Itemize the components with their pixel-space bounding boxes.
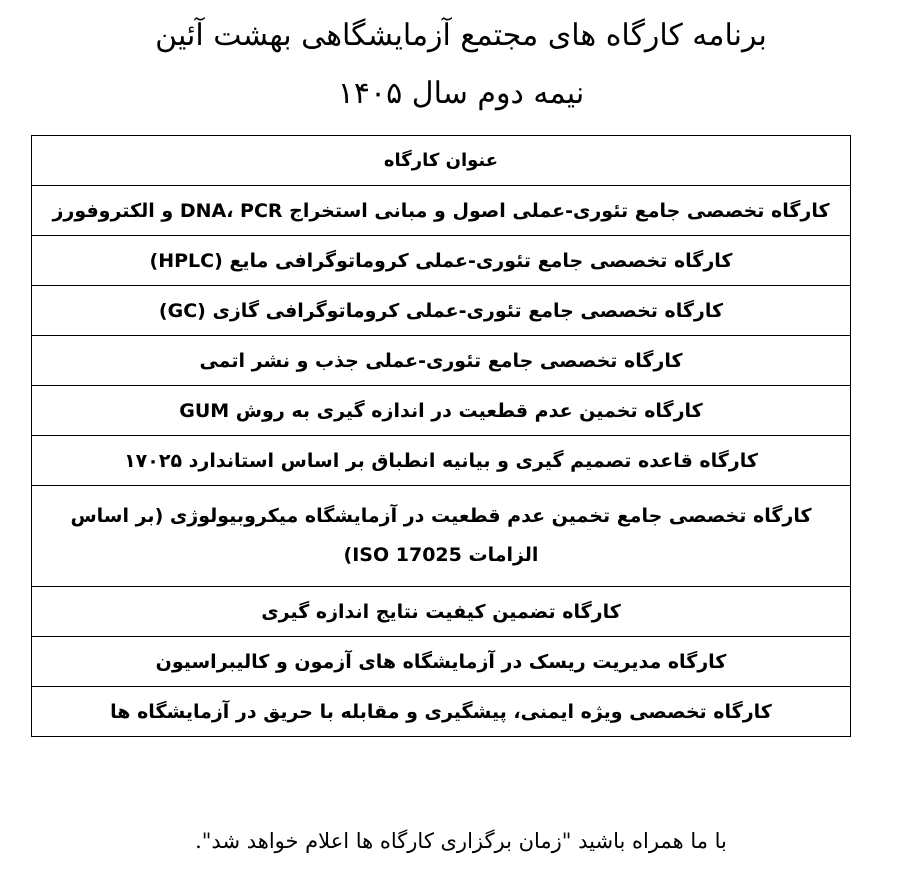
table-row [32,637,851,687]
document-subtitle: نیمه دوم سال ۱۴۰۵ [337,76,585,111]
workshop-title-cell: کارگاه تخصصی جامع تئوری-عملی اصول و مبانی استخراج DNA، PCR و الکتروفورز [32,186,851,236]
table-row [32,486,851,587]
workshop-title-cell: کارگاه تخصصی جامع تئوری-عملی کروماتوگرافی گازی (GC) [32,286,851,336]
workshops-table [31,135,851,737]
workshop-title-cell: کارگاه مدیریت ریسک در آزمایشگاه های آزمون و کالیبراسیون [32,637,851,687]
workshop-title-cell: کارگاه تخمین عدم قطعیت در اندازه گیری به روش GUM [32,386,851,436]
table-row [32,386,851,436]
table-row [32,286,851,336]
table-header-row [32,136,851,186]
table-row [32,336,851,386]
document-title: برنامه کارگاه های مجتمع آزمایشگاهی بهشت آئین [155,18,767,53]
table-row [32,587,851,637]
workshop-title-cell: کارگاه تخصصی جامع تخمین عدم قطعیت در آزمایشگاه میکروبیولوژی (بر اساس الزامات ISO 17025) [32,486,851,587]
workshop-title-cell: کارگاه تخصصی جامع تئوری-عملی جذب و نشر اتمی [32,336,851,386]
workshop-title-cell: کارگاه تضمین کیفیت نتایج اندازه گیری [32,587,851,637]
table-row [32,236,851,286]
table-row [32,186,851,236]
announcement-footer: با ما همراه باشید "زمان برگزاری کارگاه ها اعلام خواهد شد". [195,829,727,853]
workshop-title-cell: کارگاه تخصصی ویژه ایمنی، پیشگیری و مقابله با حریق در آزمایشگاه ها [32,687,851,737]
table-row [32,687,851,737]
workshop-title-cell: کارگاه تخصصی جامع تئوری-عملی کروماتوگرافی مایع (HPLC) [32,236,851,286]
column-header-workshop-title: عنوان کارگاه [32,136,851,186]
table-row [32,436,851,486]
workshop-title-cell: کارگاه قاعده تصمیم گیری و بیانیه انطباق بر اساس استاندارد ۱۷۰۲۵ [32,436,851,486]
